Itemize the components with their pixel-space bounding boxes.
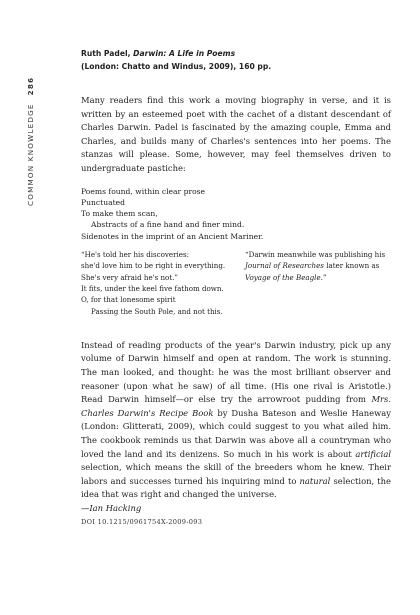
doi-reference: DOI 10.1215/0961754X-2009-093 bbox=[81, 517, 203, 526]
section-title: COMMON KNOWLEDGE bbox=[26, 103, 35, 206]
body-text: Instead of reading products of the year's Darwin industry, pick up any volume of Darwin himself and open at random. The work is stunning. The man looked, and thought: he was the most brilliant observer and reasoner (upon what he saw) of all time. (His one rival is Aristotle.) Read Darwin himself—or else try the arrowroot pudding from bbox=[81, 339, 391, 405]
intro-paragraph bbox=[81, 94, 391, 176]
poem-line: Sidenotes in the imprint of an Ancient Mariner. bbox=[81, 231, 264, 241]
quote-title: Voyage of the Beagle bbox=[245, 272, 321, 282]
quote-line: “He's told her his discoveries: bbox=[81, 250, 189, 260]
poem-line: Poems found, within clear prose bbox=[81, 186, 206, 196]
quote-left bbox=[81, 249, 241, 317]
quote-right bbox=[245, 249, 391, 317]
body-paragraph bbox=[81, 339, 391, 502]
body-text: by Dusha Bateson and Weslie Haneway (London: Glitterati, 2009), which could suggest to you what ailed him. The cookbook reminds us that Darwin was above all a countryman who loved the land and its denizens. So much in his work is about bbox=[81, 407, 391, 459]
intro-line: is fascinated by the amazing couple, Emma and Charles, and builds many of bbox=[81, 122, 391, 146]
poem-line: To make them scan, bbox=[81, 209, 158, 219]
quote-text: “Darwin meanwhile was publishing his bbox=[245, 250, 386, 260]
intro-line: Many readers find this work a moving biography in verse, and it is written by an bbox=[81, 95, 391, 119]
quote-line: she'd love him to be right in everything. bbox=[81, 261, 226, 271]
quote-text: .” bbox=[320, 272, 327, 282]
quote-title: Journal of Researches bbox=[245, 261, 324, 271]
book-title: Darwin: A Life in Poems bbox=[133, 49, 236, 58]
pastiche-poem bbox=[81, 186, 391, 242]
quote-line: She's very afraid he's not.” bbox=[81, 272, 179, 282]
intro-line: feel themselves driven to undergraduate pastiche: bbox=[81, 149, 391, 173]
poem-line: Abstracts of a fine hand and finer mind. bbox=[91, 220, 245, 230]
body-text: selection, which means the skill of the breeders whom he knew. Their labors and successes turned his inquiring mind to bbox=[81, 462, 391, 486]
reviewer-signature: —Ian Hacking bbox=[81, 502, 142, 513]
page-number: 286 bbox=[26, 76, 35, 96]
book-title: Mrs. Charles Darwin's Recipe Book bbox=[81, 394, 391, 418]
book-citation bbox=[81, 47, 391, 60]
running-head-text bbox=[26, 46, 35, 206]
quote-line: It fits, under the keel five fathom down. bbox=[81, 283, 224, 293]
emphasis: natural bbox=[299, 475, 331, 486]
quote-line: Passing the South Pole, and not this. bbox=[91, 306, 223, 316]
body-text: selection, the idea that was right and changed the universe. bbox=[81, 475, 391, 500]
quote-text: later known as bbox=[323, 261, 380, 271]
intro-line: esteemed poet with the cachet of a distant descendant of Charles Darwin. Padel bbox=[81, 108, 391, 133]
intro-line: Charles's sentences into her poems. The stanzas will please. Some, however, may bbox=[81, 135, 392, 160]
emphasis: artificial bbox=[355, 448, 391, 459]
quote-line: O, for that lonesome spirit bbox=[81, 295, 176, 305]
poem-line: Punctuated bbox=[81, 197, 126, 207]
book-publisher: (London: Chatto and Windus, 2009), 160 pp. bbox=[81, 62, 272, 71]
running-head bbox=[26, 46, 40, 206]
book-author: Ruth Padel, bbox=[81, 49, 131, 58]
review-header bbox=[81, 47, 391, 73]
poem-quotes bbox=[81, 249, 391, 317]
review-content bbox=[81, 47, 391, 528]
